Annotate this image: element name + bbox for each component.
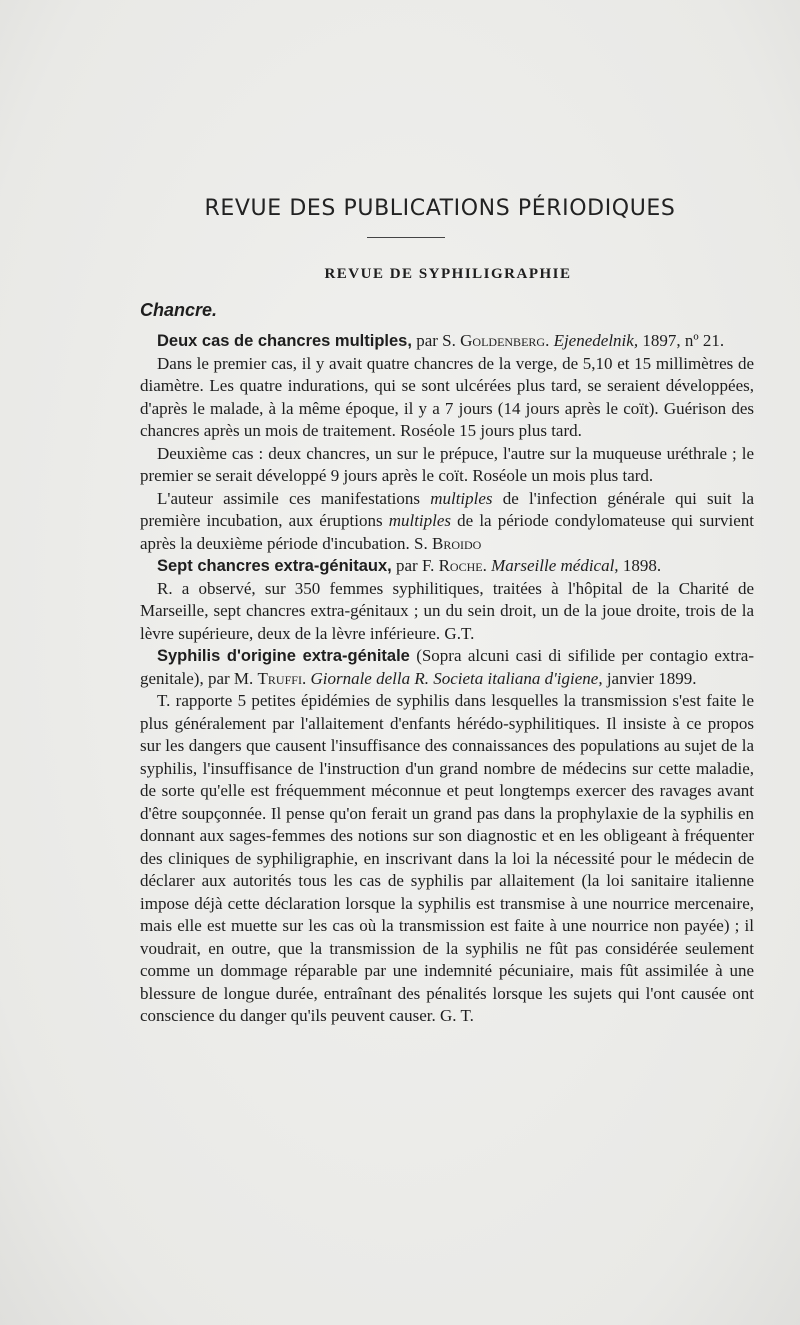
entry-1-p3-text-a: L'auteur assimile ces manifestations [157,488,431,508]
category-heading: Chancre. [140,300,218,320]
entry-1-paragraph-1: Dans le premier cas, il y avait quatre chancres de la verge, de 5,10 et 15 millimètres de diamètre. Les quatre indurations, qui se sont ulcérées plus tard, se seraient développées, d'après le malade, à la même époque, il y a 7 jours (14 jours après le coït). Guérison des chancres après un mois de traitement. Roséole 15 jours plus tard. [140,353,754,440]
entry-3-paragraph-1: T. rapporte 5 petites épidémies de syphilis dans lesquelles la transmission s'est faite le plus généralement par l'allaitement d'enfants hérédo-syphilitiques. Il insiste à ce propos sur les dangers que causent l'insuffisance des connaissances des populations au sujet de la syphilis, l'insuffisance de l'instruction d'un grand nombre de médecins sur cette maladie, de sorte qu'elle est fréquemment méconnue et peut longtemps exercer des ravages avant d'être soupçonnée. Il pense qu'on ferait un grand pas dans la prophylaxie de la syphilis en donnant aux sages-femmes des notions sur son diagnostic et en les obligeant à fréquenter des cliniques de syphiligraphie, en inscrivant dans la loi la nécessité pour le médecin de déclarer aux autorités tous les cas de syphilis par allaitement (la loi sanitaire italienne impose déjà cette déclaration lorsque la syphilis est transmise à une nourrice mercenaire, mais elle est muette sur les cas où la transmission est faite à une nourrice non payée) ; il voudrait, en outre, que la transmission de la syphilis ne fût pas considérée seulement comme un dommage réparable par une indemnité pécuniaire, mais fût assimilée à une blessure de longue durée, entraînant des pénalités lorsque les sujets qui l'ont causée ont conscience du danger qu'ils peuvent causer. G. T. [140,691,754,1025]
entry-1-p3-emphasis-1: multiples [430,488,493,508]
entry-2-heading [140,555,754,578]
entry-3-source: Giornale della R. Societa italiana d'igiene, [310,668,603,688]
entry-1-p3-text-c: de la période condylomateuse qui survient après la deuxième période d'incubation. [140,511,754,553]
entry-3-heading [140,645,754,690]
entry-1-title: Deux cas de chancres multiples, [157,332,412,350]
entry-1-p3-text-b: de l'infection générale qui suit la première incubation, aux éruptions [140,488,754,530]
entry-1-ref: 1897, nº 21. [638,331,725,350]
article-body [140,330,754,1028]
entry-2-source: Marseille médical, [491,556,619,575]
page-title: REVUE DES PUBLICATIONS PÉRIODIQUES [204,196,676,221]
entry-2-ref: 1898. [618,556,662,575]
entry-1-author: Goldenberg. [460,331,550,350]
entry-1-paragraph-2: Deuxième cas : deux chancres, un sur le prépuce, l'autre sur la muqueuse uréthrale ; le premier se serait développé 9 jours après le coït. Roséole un mois plus tard. [140,443,754,485]
entry-1-by: par S. [411,331,461,350]
entry-2-author: Roche. [438,556,487,575]
entry-3-title: Syphilis d'origine extra-génitale [157,647,410,665]
entry-3-author: Truffi. [257,668,307,688]
entry-1-signature: S. Broido [414,533,482,553]
entry-3-by: (Sopra alcuni casi di sifilide per contagio extra-genitale), par M. [140,646,755,688]
entry-2-title: Sept chancres extra-génitaux, [157,557,392,575]
entry-2-by: par F. [391,556,439,575]
entry-3-ref: janvier 1899. [602,668,697,688]
entry-1-p3-emphasis-2: multiples [388,511,452,530]
section-title: REVUE DE SYPHILIGRAPHIE [324,266,572,282]
entry-1-source: Ejenedelnik, [553,331,639,350]
entry-1-paragraph-3 [140,488,754,556]
entry-1-heading [140,330,754,353]
title-divider [367,237,445,238]
entry-2-paragraph-1: R. a observé, sur 350 femmes syphilitiques, traitées à l'hôpital de la Charité de Marseille, sept chancres extra-génitaux ; un du sein droit, un de la joue droite, trois de la lèvre supérieure, deux de la lèvre inférieure. G.T. [140,578,754,643]
